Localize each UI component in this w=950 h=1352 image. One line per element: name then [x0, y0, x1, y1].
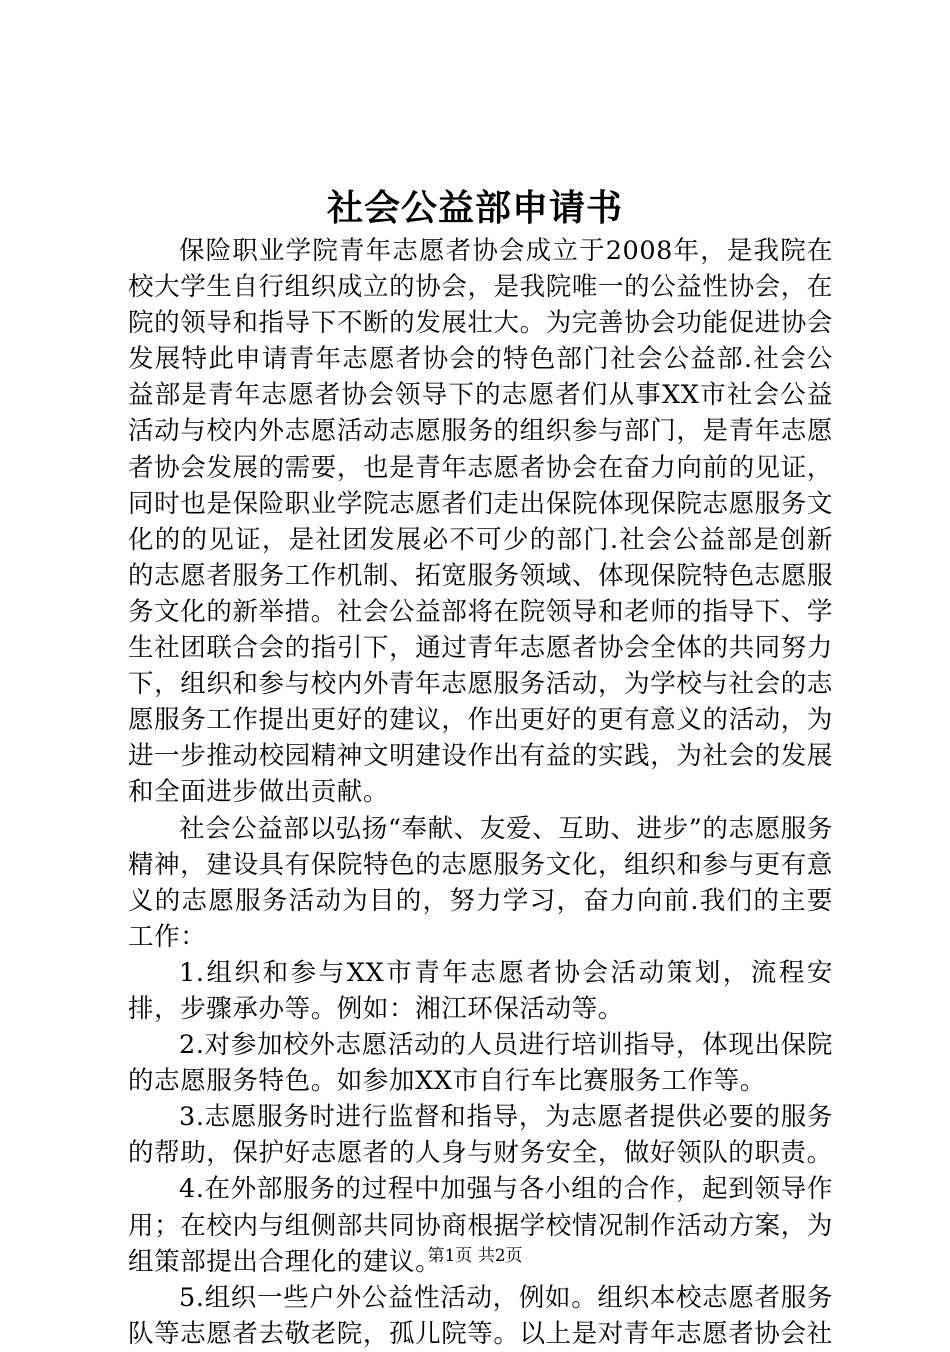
list-item-4: 4.在外部服务的过程中加强与各小组的合作，起到领导作用；在校内与组侧部共同协商根据学校情况制作活动方案，为组策部提出合理化的建议。 — [128, 1174, 833, 1277]
page-footer: 第1页 共2页 — [427, 1246, 523, 1266]
list-item-2: 2.对参加校外志愿活动的人员进行培训指导，体现出保院的志愿服务特色。如参加XX市自行车比赛服务工作等。 — [128, 1030, 833, 1097]
document-body — [128, 233, 833, 1352]
document-title: 社会公益部申请书 — [326, 187, 623, 229]
paragraph-mission: 社会公益部以弘扬“奉献、友爱、互助、进步”的志愿服务精神，建设具有保院特色的志愿服务文化，组织和参与更有意义的志愿服务活动为目的，努力学习，奋力向前.我们的主要工作： — [128, 813, 833, 952]
paragraph-intro: 保险职业学院青年志愿者协会成立于2008年，是我院在校大学生自行组织成立的协会，是我院唯一的公益性协会，在院的领导和指导下不断的发展壮大。为完善协会功能促进协会发展特此申请青年志愿者协会的特色部门社会公益部.社会公益部是青年志愿者协会领导下的志愿者们从事XX市社会公益活动与校内外志愿活动志愿服务的组织参与部门，是青年志愿者协会发展的需要，也是青年志愿者协会在奋力向前的见证，同时也是保险职业学院志愿者们走出保院体现保院志愿服务文化的的见证，是社团发展必不可少的部门.社会公益部是创新的志愿者服务工作机制、拓宽服务领域、体现保院特色志愿服务文化的新举措。社会公益部将在院领导和老师的指导下、学生社团联合会的指引下，通过青年志愿者协会全体的共同努力下，组织和参与校内外青年志愿服务活动，为学校与社会的志愿服务工作提出更好的建议，作出更好的更有意义的活动，为进一步推动校园精神文明建设作出有益的实践，为社会的发展和全面进步做出贡献。 — [128, 236, 833, 808]
list-item-3: 3.志愿服务时进行监督和指导，为志愿者提供必要的服务的帮助，保护好志愿者的人身与财务安全，做好领队的职责。 — [128, 1102, 833, 1169]
list-item-1: 1.组织和参与XX市青年志愿者协会活动策划，流程安排，步骤承办等。例如：湘江环保活动等。 — [128, 957, 833, 1024]
list-item-5: 5.组织一些户外公益性活动，例如。组织本校志愿者服务队等志愿者去敬老院，孤儿院等。以上是对青年志愿者协会社 — [128, 1282, 833, 1349]
